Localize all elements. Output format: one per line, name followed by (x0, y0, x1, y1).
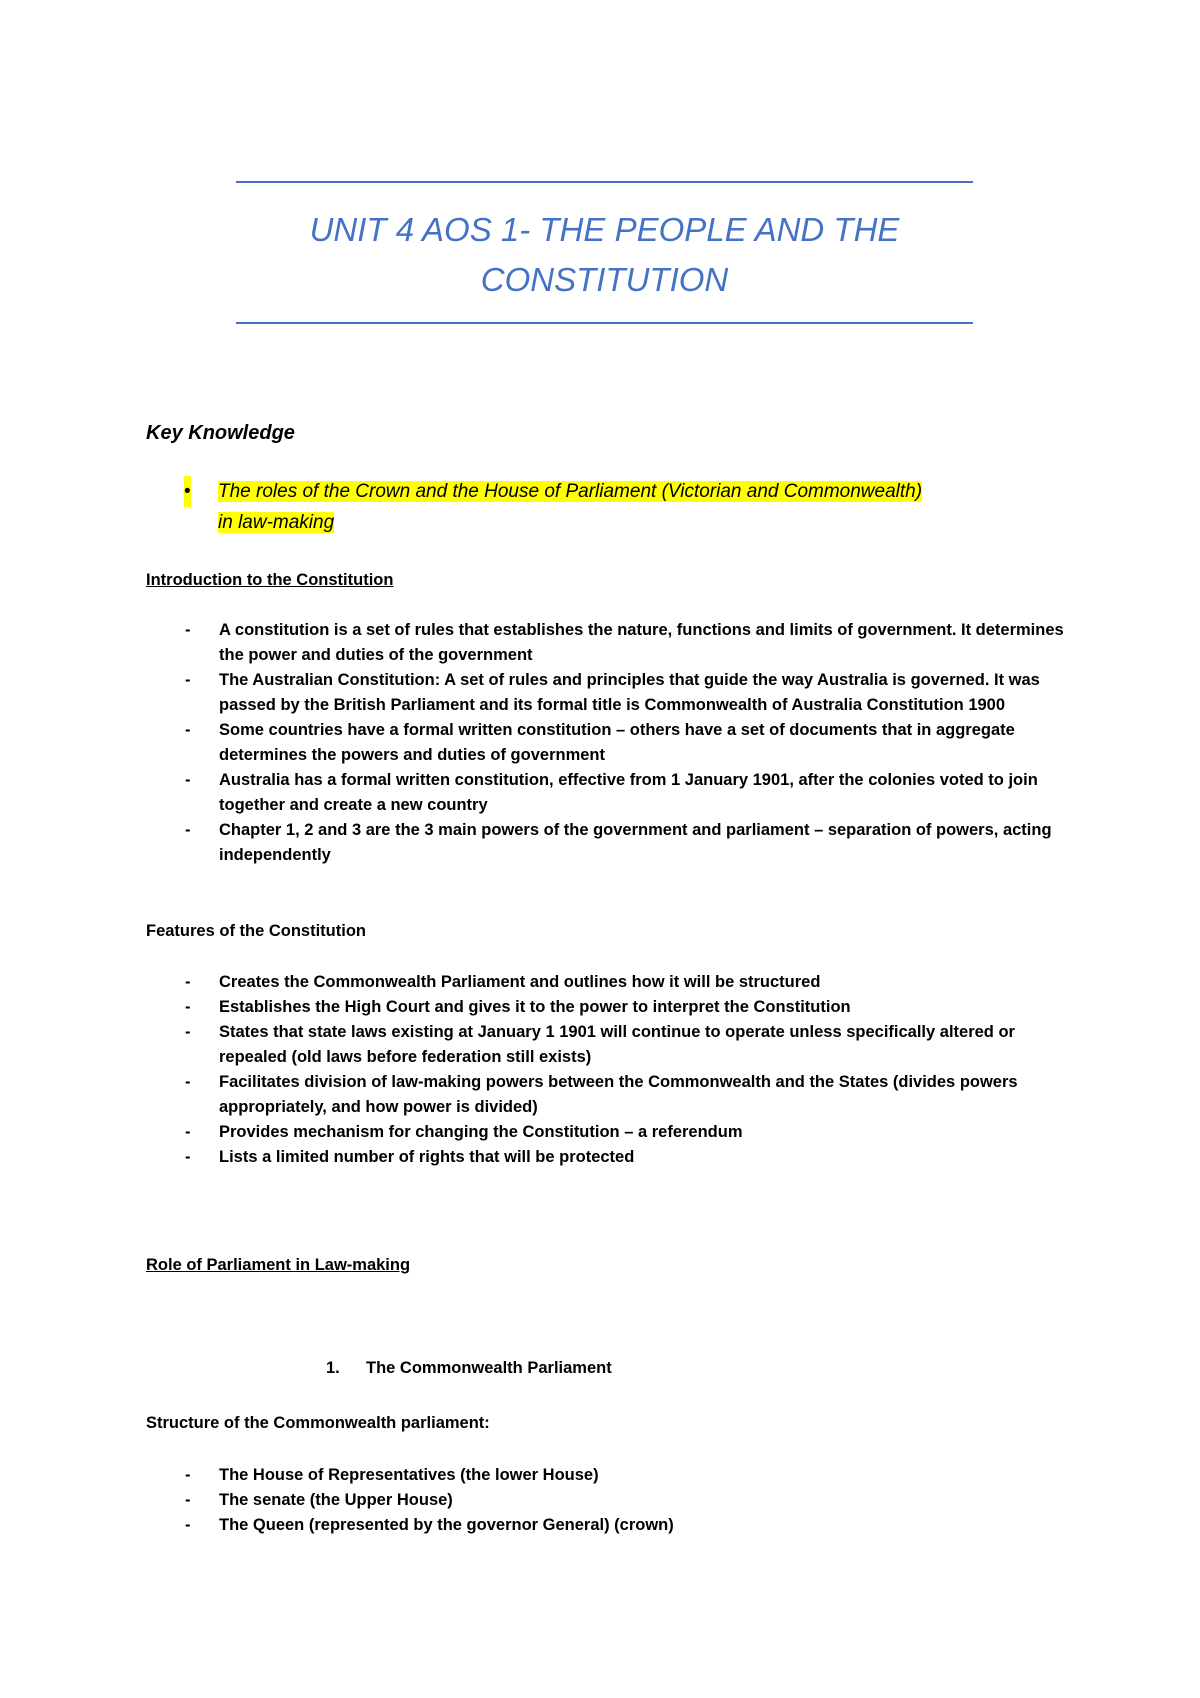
key-knowledge-line-2: in law-making (218, 512, 335, 533)
list-item-text: Lists a limited number of rights that will be protected (219, 1148, 635, 1166)
role-heading (146, 1253, 410, 1277)
dash-icon: - (185, 998, 191, 1016)
list-item-text: The House of Representatives (the lower House) (219, 1466, 599, 1484)
bullet-icon: • (184, 476, 191, 507)
title-line-1: UNIT 4 AOS 1- THE PEOPLE AND THE (309, 211, 900, 248)
title-line-2: CONSTITUTION (480, 261, 729, 298)
list-item (146, 1020, 1076, 1070)
list-item (146, 995, 1076, 1020)
dash-icon: - (185, 821, 191, 839)
list-item (146, 1463, 1076, 1488)
list-item (146, 668, 1076, 718)
features-list (146, 970, 1076, 1170)
numbered-heading (326, 1356, 612, 1380)
list-item-text: The senate (the Upper House) (219, 1491, 453, 1509)
dash-icon: - (185, 1123, 191, 1141)
list-item (146, 1120, 1076, 1145)
list-item (146, 768, 1076, 818)
key-knowledge-text (218, 476, 1064, 538)
dash-icon: - (185, 1023, 191, 1041)
title-bottom-rule (236, 322, 973, 324)
dash-icon: - (185, 771, 191, 789)
intro-heading (146, 568, 393, 592)
list-item (146, 718, 1076, 768)
list-item-text: Establishes the High Court and gives it to the power to interpret the Constitution (219, 998, 851, 1016)
list-item (146, 1145, 1076, 1170)
list-item (146, 1488, 1076, 1513)
list-item (146, 1070, 1076, 1120)
key-knowledge-item (184, 476, 1064, 538)
list-item (146, 1513, 1076, 1538)
list-item-text: Provides mechanism for changing the Constitution – a referendum (219, 1123, 743, 1141)
list-item-text: Creates the Commonwealth Parliament and outlines how it will be structured (219, 973, 821, 991)
list-item-text: A constitution is a set of rules that establishes the nature, functions and limits of government. It determines the power and duties of the government (219, 621, 1064, 664)
list-item (146, 970, 1076, 995)
title-top-rule (236, 181, 973, 183)
key-knowledge-heading: Key Knowledge (146, 422, 295, 444)
numbered-heading-number: 1. (326, 1359, 340, 1377)
page-title (236, 205, 973, 305)
dash-icon: - (185, 621, 191, 639)
role-heading-text: Role of Parliament in Law-making (146, 1256, 411, 1274)
structure-heading: Structure of the Commonwealth parliament: (146, 1414, 490, 1432)
list-item-text: Australia has a formal written constitution, effective from 1 January 1901, after the colonies voted to join together and create a new country (219, 771, 1038, 814)
list-item-text: States that state laws existing at January 1 1901 will continue to operate unless specifically altered or repealed (old laws before federation still exists) (219, 1023, 1015, 1066)
key-knowledge-line-1: The roles of the Crown and the House of Parliament (Victorian and Commonwealth) (218, 481, 923, 502)
list-item-text: Chapter 1, 2 and 3 are the 3 main powers of the government and parliament – separation of powers, acting independently (219, 821, 1052, 864)
dash-icon: - (185, 1491, 191, 1509)
dash-icon: - (185, 1516, 191, 1534)
list-item (146, 818, 1076, 868)
list-item (146, 618, 1076, 668)
dash-icon: - (185, 721, 191, 739)
intro-heading-text: Introduction to the Constitution (146, 571, 394, 589)
list-item-text: Some countries have a formal written constitution – others have a set of documents that in aggregate determines the powers and duties of government (219, 721, 1015, 764)
intro-list (146, 618, 1076, 868)
numbered-heading-label: The Commonwealth Parliament (366, 1359, 612, 1377)
list-item-text: Facilitates division of law-making powers between the Commonwealth and the States (divides powers appropriately, and how power is divided) (219, 1073, 1018, 1116)
dash-icon: - (185, 1466, 191, 1484)
dash-icon: - (185, 973, 191, 991)
dash-icon: - (185, 1073, 191, 1091)
list-item-text: The Queen (represented by the governor General) (crown) (219, 1516, 674, 1534)
dash-icon: - (185, 671, 191, 689)
dash-icon: - (185, 1148, 191, 1166)
features-heading: Features of the Constitution (146, 922, 366, 940)
list-item-text: The Australian Constitution: A set of rules and principles that guide the way Australia is governed. It was passed by the British Parliament and its formal title is Commonwealth of Australia Constitution 1900 (219, 671, 1040, 714)
structure-list (146, 1463, 1076, 1538)
